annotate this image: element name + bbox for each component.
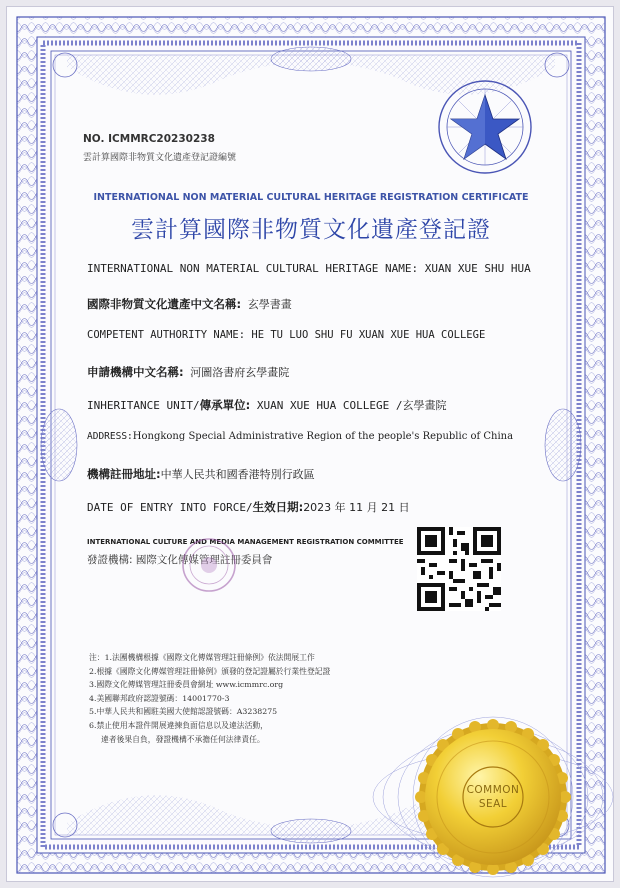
issuer-english: INTERNATIONAL CULTURE AND MEDIA MANAGEMENT REGISTRATION COMMITTEE <box>87 538 404 546</box>
certificate-number: NO. ICMMRC20230238 <box>83 133 215 145</box>
note-item: 5.中華人民共和國駐美國大使館認證號碼：A3238275 <box>89 707 278 717</box>
issuer-stamp-icon <box>179 535 239 595</box>
star-emblem-icon <box>435 77 535 177</box>
heritage-name-label: INTERNATIONAL NON MATERIAL CULTURAL HERITAGE NAME: <box>87 262 419 275</box>
note-item: 6.禁止使用本證件開展違揀負面信息以及違法活動， <box>89 720 268 730</box>
notes-list <box>89 651 449 746</box>
heritage-name-cn-row <box>87 296 557 312</box>
reg-address-value: 中華人民共和國香港特別行政區 <box>160 468 315 481</box>
seal-label <box>443 783 543 811</box>
certificate-sheet <box>6 6 614 882</box>
title-english: INTERNATIONAL NON MATERIAL CULTURAL HERITAGE REGISTRATION CERTIFICATE <box>93 192 529 203</box>
date-value: 2023 年 11 月 21 日 <box>303 501 410 514</box>
authority-cn-label: 申請機構中文名稱: <box>87 365 184 379</box>
inheritance-label-en: INHERITANCE UNIT/ <box>87 399 200 412</box>
heritage-name-cn-value: 玄學書畫 <box>247 298 292 311</box>
date-label-en: DATE OF ENTRY INTO FORCE/ <box>87 501 253 514</box>
date-row <box>87 499 557 515</box>
heritage-name-cn-label: 國際非物質文化遺產中文名稱: <box>87 297 242 311</box>
heritage-name-row <box>87 262 557 275</box>
issuer-cn-label: 發證機構: <box>87 554 133 566</box>
authority-row <box>87 329 557 341</box>
qr-code[interactable] <box>417 527 501 611</box>
address-row <box>87 431 557 442</box>
authority-label: COMPETENT AUTHORITY NAME: <box>87 329 246 341</box>
certificate-number-caption: 雲計算國際非物質文化遺產登記證編號 <box>83 153 237 163</box>
title-chinese: 雲計算國際非物質文化遺產登記證 <box>131 217 491 243</box>
inheritance-value: XUAN XUE HUA COLLEGE /玄學畫院 <box>256 399 447 412</box>
seal-line-2: SEAL <box>478 798 508 810</box>
note-item: 4.美國聯邦政府認證號碼：14001770-3 <box>89 693 230 703</box>
authority-cn-value: 河圖洛書府玄學畫院 <box>190 366 290 379</box>
address-value: Hongkong Special Administrative Region of the people's Republic of China <box>132 431 514 442</box>
seal-line-1: COMMON <box>466 784 520 796</box>
authority-value: HE TU LUO SHU FU XUAN XUE HUA COLLEGE <box>251 329 486 341</box>
reg-address-row <box>87 466 557 482</box>
note-item: 3.國際文化傳媒管理註冊委員會網址 www.icmmrc.org <box>89 680 284 690</box>
note-item: 注：1.法團機構根據《國際文化傳媒管理註冊條例》依法開展工作 <box>89 653 315 662</box>
address-label: ADDRESS: <box>87 431 133 442</box>
date-label-cn: 生效日期: <box>252 500 304 514</box>
note-item: 違者後果自負，發證機構不承擔任何法律責任。 <box>101 734 265 744</box>
issuer-cn-value: 國際文化傳媒管理註冊委員會 <box>135 554 273 566</box>
inheritance-row <box>87 397 557 413</box>
reg-address-label: 機構註冊地址: <box>87 467 161 481</box>
note-item: 2.根據《國際文化傳媒管理註冊條例》頒發的登記證屬於行業性登記證 <box>89 666 331 676</box>
inheritance-label-cn: 傳承單位: <box>199 398 251 412</box>
authority-cn-row <box>87 364 557 380</box>
heritage-name-value: XUAN XUE SHU HUA <box>424 262 531 275</box>
